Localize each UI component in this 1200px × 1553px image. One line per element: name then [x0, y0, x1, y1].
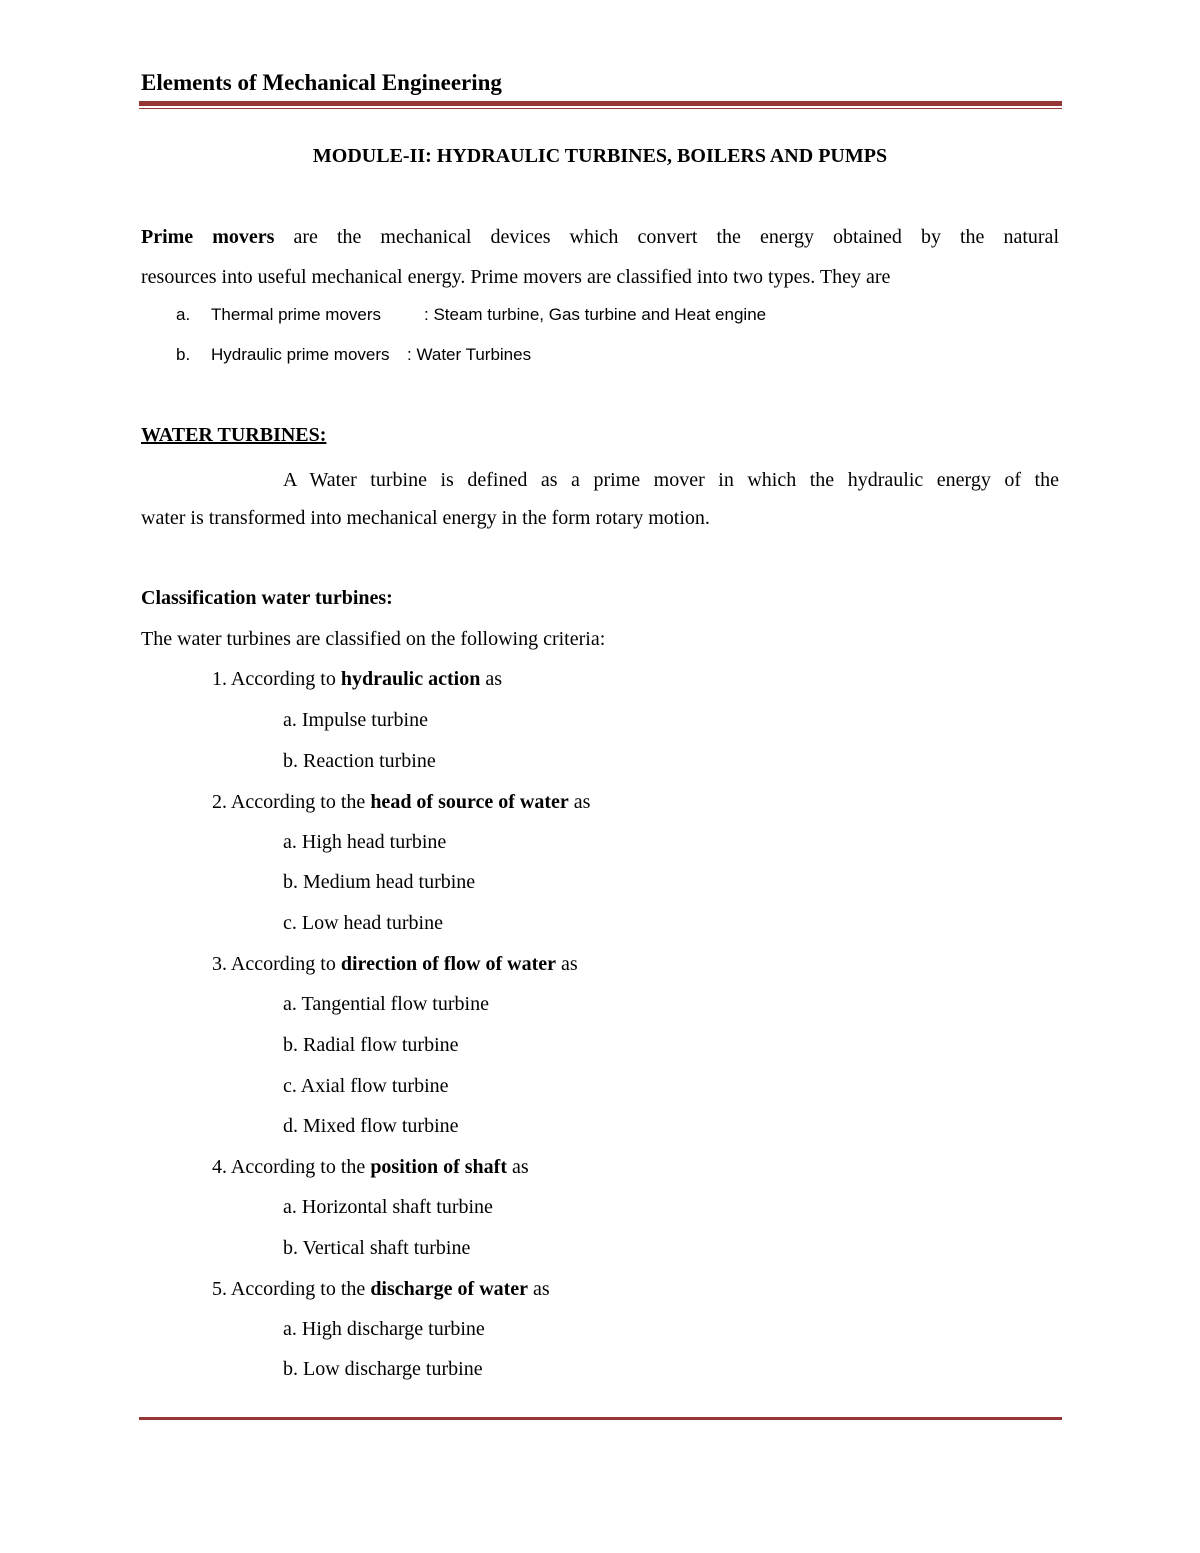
- criterion-1: [212, 668, 502, 691]
- criterion-5-item-a: a. High discharge turbine: [283, 1318, 485, 1340]
- prime-movers-term: Prime movers: [141, 226, 275, 248]
- criterion-3-item-a: a. Tangential flow turbine: [283, 993, 489, 1015]
- prime-mover-type-examples: : Water Turbines: [407, 345, 532, 364]
- criterion-suffix: as: [561, 953, 578, 975]
- list-marker: b.: [176, 345, 191, 364]
- prime-movers-line-2: resources into useful mechanical energy. Prime movers are classified into two types. They are: [141, 266, 891, 288]
- criterion-keyword: direction of flow of water: [340, 953, 557, 975]
- criterion-prefix: 3. According to: [212, 953, 336, 975]
- criterion-2-item-b: b. Medium head turbine: [283, 871, 476, 893]
- criterion-5-item-b: b. Low discharge turbine: [283, 1358, 483, 1380]
- header-rule-thin: [139, 108, 1062, 109]
- criterion-1-item-a: a. Impulse turbine: [283, 709, 428, 731]
- water-turbines-heading: WATER TURBINES:: [141, 424, 327, 446]
- classification-heading: Classification water turbines:: [141, 587, 393, 609]
- criterion-3-item-d: d. Mixed flow turbine: [283, 1115, 459, 1137]
- criterion-prefix: 4. According to the: [212, 1156, 366, 1178]
- criterion-suffix: as: [533, 1278, 550, 1300]
- criterion-5: [212, 1278, 550, 1301]
- criterion-4-item-b: b. Vertical shaft turbine: [283, 1237, 471, 1259]
- criterion-suffix: as: [485, 668, 502, 690]
- prime-movers-line-1: [141, 217, 1059, 257]
- criterion-suffix: as: [573, 791, 591, 813]
- prime-mover-type-examples: : Steam turbine, Gas turbine and Heat engine: [424, 305, 767, 324]
- prime-mover-type-name: Thermal prime movers: [211, 305, 382, 324]
- header-rule-thick: [139, 101, 1062, 106]
- criterion-suffix: as: [512, 1156, 529, 1178]
- criterion-4-item-a: a. Horizontal shaft turbine: [283, 1196, 493, 1218]
- criterion-3: [212, 953, 578, 976]
- criterion-3-item-b: b. Radial flow turbine: [283, 1034, 459, 1056]
- criterion-keyword: position of shaft: [370, 1156, 508, 1178]
- criterion-prefix: 5. According to the: [212, 1278, 366, 1300]
- classification-intro: The water turbines are classified on the following criteria:: [141, 628, 606, 650]
- footer-rule: [139, 1417, 1062, 1420]
- criterion-2-item-a: a. High head turbine: [283, 831, 447, 853]
- page-header-title: Elements of Mechanical Engineering: [141, 70, 502, 95]
- criterion-3-item-c: c. Axial flow turbine: [283, 1075, 449, 1097]
- prime-mover-type-name: Hydraulic prime movers: [211, 345, 390, 364]
- criterion-4: [212, 1156, 529, 1179]
- criterion-2-item-c: c. Low head turbine: [283, 912, 443, 934]
- list-marker: a.: [176, 305, 191, 324]
- criterion-keyword: head of source of water: [370, 791, 569, 813]
- prime-movers-line-1-text: are the mechanical devices which convert the energy obtained by the natural: [293, 226, 1059, 248]
- criterion-prefix: 2. According to the: [212, 791, 366, 813]
- criterion-keyword: discharge of water: [370, 1278, 529, 1300]
- criterion-keyword: hydraulic action: [340, 668, 481, 690]
- water-turbine-definition-line-2: water is transformed into mechanical energy in the form rotary motion.: [141, 507, 710, 529]
- criterion-2: [212, 791, 590, 814]
- module-heading: MODULE-II: HYDRAULIC TURBINES, BOILERS AND PUMPS: [312, 145, 888, 167]
- criterion-prefix: 1. According to: [212, 668, 336, 690]
- criterion-1-item-b: b. Reaction turbine: [283, 750, 436, 772]
- water-turbine-definition-line-1: A Water turbine is defined as a prime mover in which the hydraulic energy of the: [283, 469, 1059, 491]
